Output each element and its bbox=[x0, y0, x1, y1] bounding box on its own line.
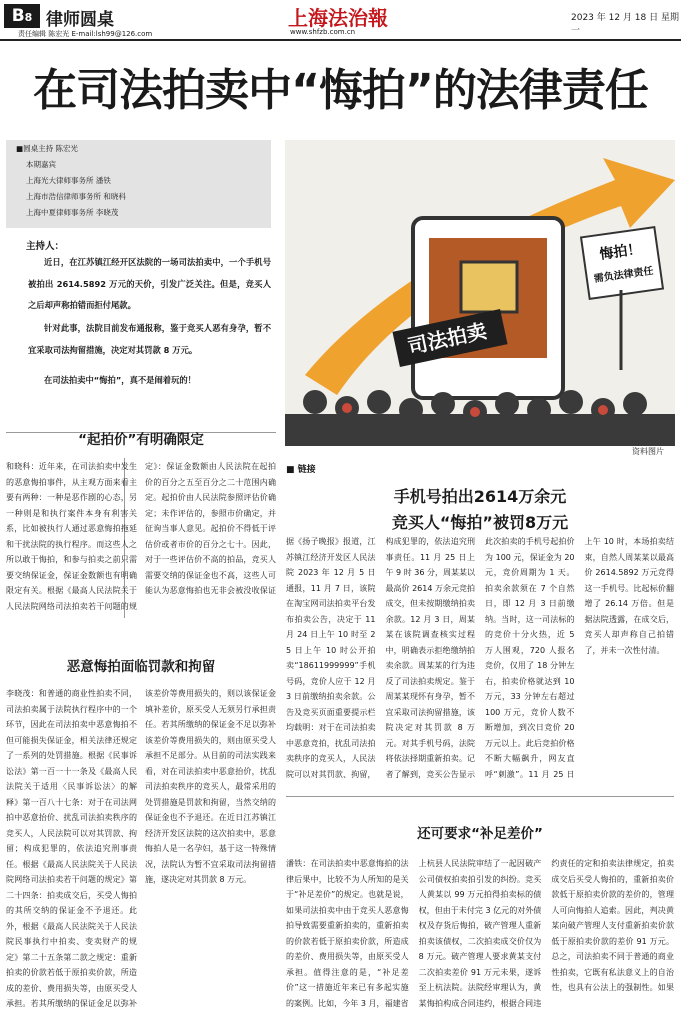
section-text-price-difference: 潘铁：在司法拍卖中恶意悔拍的法律后果中，比较不为人所知的是关于“补足差价”的规定。也就是说，如果司法拍卖中由于竞买人恶意悔拍导致需要重新拍卖的，重新拍卖的价款若低于原拍卖价款，所造成的差价、费用损失等，由原买受人承担。值得注意的是，“补足差价”这一措施近年来已有多起实施的案例。比如，今年 3 月，福建省上杭县人民法院审结了一起因破产公司债权拍卖拍引发的纠纷。竞买人黄某以 99 万元拍得拍卖标的债权，但由于未付完 3 亿元的对外债权及存货后悔拍，破产管理人重新拍卖该债权，二次拍卖成交价仅为 8 万元。破产管理人要求黄某支付二次拍卖差价 91 万元未果，遂诉至上杭法院。法院经审理认为，黄某悔拍构成合同违约，根据合同违约责任的定和拍卖法律规定，拍卖成交后买受人悔拍的，重新拍卖价款低于原拍卖价款的差价的，管理人可向悔拍人追索。因此，判决黄某向破产管理人支付重新拍卖价款低于原拍卖价款的差价 91 万元。总之，司法拍卖不同于普通的商业性拍卖，它既有私法意义上的自治性，也具有公法上的强制性。如果 bbox=[286, 859, 674, 1008]
section-title-fine-detention: 恶意悔拍面临罚款和拘留 bbox=[66, 659, 216, 675]
section-title: 律师圆桌 bbox=[46, 10, 114, 30]
banner-text: 司法拍卖 bbox=[405, 320, 489, 359]
section-title-start-price: “起拍价”有明确限定 bbox=[78, 432, 204, 448]
link-title-2: 竞买人“悔拍”被罚8万元 bbox=[391, 513, 569, 532]
section-text-fine-detention: 李晓茂：和普通的商业性拍卖不同，司法拍卖属于法院执行程序中的一个环节，因此在司法拍卖中恶意悔拍不但可能损失保证金，相关法律还规定了一系列的处罚措施。根据《民事诉讼法》第一百一十一条及《最高人民法院关于适用〈民事诉讼法〉的解释》第一百八十七条：对于在司法网拍中恶意抬价、扰乱司法拍卖秩序的竞买人，人民法院可以对其罚款、拘留；构成犯罪的，依法追究刑事责任。根据《最高人民法院关于人民法院网络司法拍卖若干问题的规定》第二十四条：拍卖成交后，买受人悔拍的其所交纳的保证金不予退还。此外，根据《最高人民法院关于人民法院民事执行中拍卖、变卖财产的规定》第二十五条第二款之规定：重新拍卖的价款若低于原拍卖价款，所造成的差价、费用损失等，由原买受人承担。若其所缴纳的保证金足以弥补该差价等费用损失的，则以该保证金填补差价，原买受人无须另行承担责任。若其所缴纳的保证金不足以弥补该差价等费用损失的，则由原买受人承担不足部分。从目前的司法实践来看，对在司法拍卖中恶意抬价，扰乱司法拍卖秩序的竞买人，最常采用的处罚措施是罚款和拘留，当然交纳的保证金也不予退还。在近日江苏镇江经济开发区法院的这次拍卖中，恶意悔拍人是一名孕妇，基于这一特殊情况，法院认为暂不宜采取司法拘留措施，遂决定对其罚款 8 万元。 bbox=[6, 689, 276, 1008]
divider bbox=[286, 796, 674, 797]
host-credit: ■圆桌主持 陈宏光 bbox=[16, 144, 78, 153]
website-url: www.shfzb.com.cn bbox=[290, 28, 356, 36]
svg-text:需负法律责任: 需负法律责任 bbox=[593, 265, 655, 285]
host-paragraph: 在司法拍卖中“悔拍”，真不是闹着玩的！ bbox=[44, 375, 196, 385]
guests-heading: 本期嘉宾 bbox=[26, 160, 56, 169]
host-paragraph: 针对此事，法院目前发布通报称，鉴于竞买人恶有身孕，暂不宜采取司法拘留措施，决定对其罚款 8 万元。 bbox=[28, 323, 271, 355]
masthead-logo: 上海法治報 bbox=[288, 6, 388, 30]
editor-line: 责任编辑 陈宏光 E-mail:lsh99@126.com bbox=[18, 30, 153, 38]
host-label: 主持人： bbox=[26, 241, 65, 252]
guest-box bbox=[6, 140, 271, 228]
header-rule bbox=[0, 39, 681, 41]
guest-line: 上海光大律师事务所 潘铁 bbox=[26, 176, 111, 185]
section-title-price-difference: 还可要求“补足差价” bbox=[417, 826, 543, 842]
guest-line: 上海市浩信律师事务所 和晓科 bbox=[26, 192, 126, 201]
host-paragraph: 近日，在江苏镇江经开区法院的一场司法拍卖中，一个手机号被拍出 2614.5892 万元的天价，引发广泛关注。但是，竞买人之后却声称拍错而拒付尾款。 bbox=[28, 257, 271, 310]
link-label: ■ 链接 bbox=[286, 465, 316, 475]
svg-text:悔拍！: 悔拍！ bbox=[598, 240, 643, 262]
main-headline: 在司法拍卖中“悔拍”的法律责任 bbox=[33, 65, 648, 116]
auction-illustration bbox=[285, 140, 675, 446]
link-title-1: 手机号拍出2614万余元 bbox=[393, 487, 567, 506]
protest-sign bbox=[581, 227, 663, 299]
link-article-text: 据《扬子晚报》报道，江苏镇江经济开发区人民法院 2023 年 12 月 5 日通报，11 月 7 日，该院在淘宝网司法拍卖平台发布拍卖公告，决定于 11 月 24 日上午 10 时至 25 日上午 10 时公开拍卖“18611999999”手机号码，竞价人应于 12 月 3 日前缴纳拍卖余款。公告及竞买页面重要提示栏均载明：对于在司法拍卖中恶意竞拍，扰乱司法拍卖秩序的竞买人，人民法院可以对其罚款、拘留，构成犯罪的，依法追究刑事责任。11 月 25 日上午 9 时 36 分，周某某以最高价 2614 万余元竞拍成交，但未按期缴纳拍卖余款。12 月 3 日，周某某在该院调查核实过程中，明确表示拒绝缴纳拍卖余款。周某某的行为违反了司法拍卖规定。鉴于周某某现怀有身孕，暂不宜采取司法拘留措施，该院决定对其罚款 8 万元。对其手机号码，法院将依法择期重新拍卖。记者了解到，竞买公告显示此次拍卖的手机号起拍价为 100 元，保证金为 20 元，竞价周期为 1 天。拍卖余款须在 7 个自然日，即 12 月 3 日前缴纳。当时，这一司法标的的竞价十分火热，近 5 万人围观，720 人报名竞价，仅用了 18 分钟左右，拍卖价格就达到 10 万元，33 分钟左右超过 100 万元，竞价人数不断增加，到次日竞价 20 万元以上。此后竞拍价格不断大幅飙升，网友直呼“刺激”。11 月 25 日上午 10 时，本场拍卖结束，自然人周某某以最高价 2614.5892 万元竞得这一手机号。比起标价翻增了 26.14 万倍。但是据法院透露，在成交后，竞买人却声称自己拍错了，并未一次性付清。 bbox=[286, 537, 674, 779]
illustration-photo bbox=[285, 140, 675, 446]
photo-credit: 资料图片 bbox=[632, 447, 664, 456]
section-text-start-price: 和晓科：近年来，在司法拍卖中发生的恶意悔拍事件，从主观方面来看主要有两种：一种是恶作剧的心态，另一种则是和执行案件本身有利害关系，比如被执行人通过恶意悔拍拖延和干扰法院的执行程序。而这些人之所以敢于悔拍，和参与拍卖之前只需要交纳保证金，保证金数额也有明确限定有关。根据《最高人民法院关于人民法院网络司法拍卖若干问题的规定》：保证金数额由人民法院在起拍价的百分之五至百分之二十范围内确定。起拍价由人民法院参照评估价确定；未作评估的，参照市价确定，并征询当事人意见。起拍价不得低于评估价或者市价的百分之七十。因此，对于一些评估价不高的拍品，竞买人需要交纳的保证金也不高，这些人可能认为恶意悔拍也无非会被没收保证 bbox=[6, 462, 276, 611]
guest-line: 上海中夏律师事务所 李晓茂 bbox=[26, 208, 119, 217]
page-number-badge: B8 bbox=[4, 4, 40, 28]
issue-date: 2023 年 12 月 18 日 星期一 bbox=[571, 13, 679, 36]
